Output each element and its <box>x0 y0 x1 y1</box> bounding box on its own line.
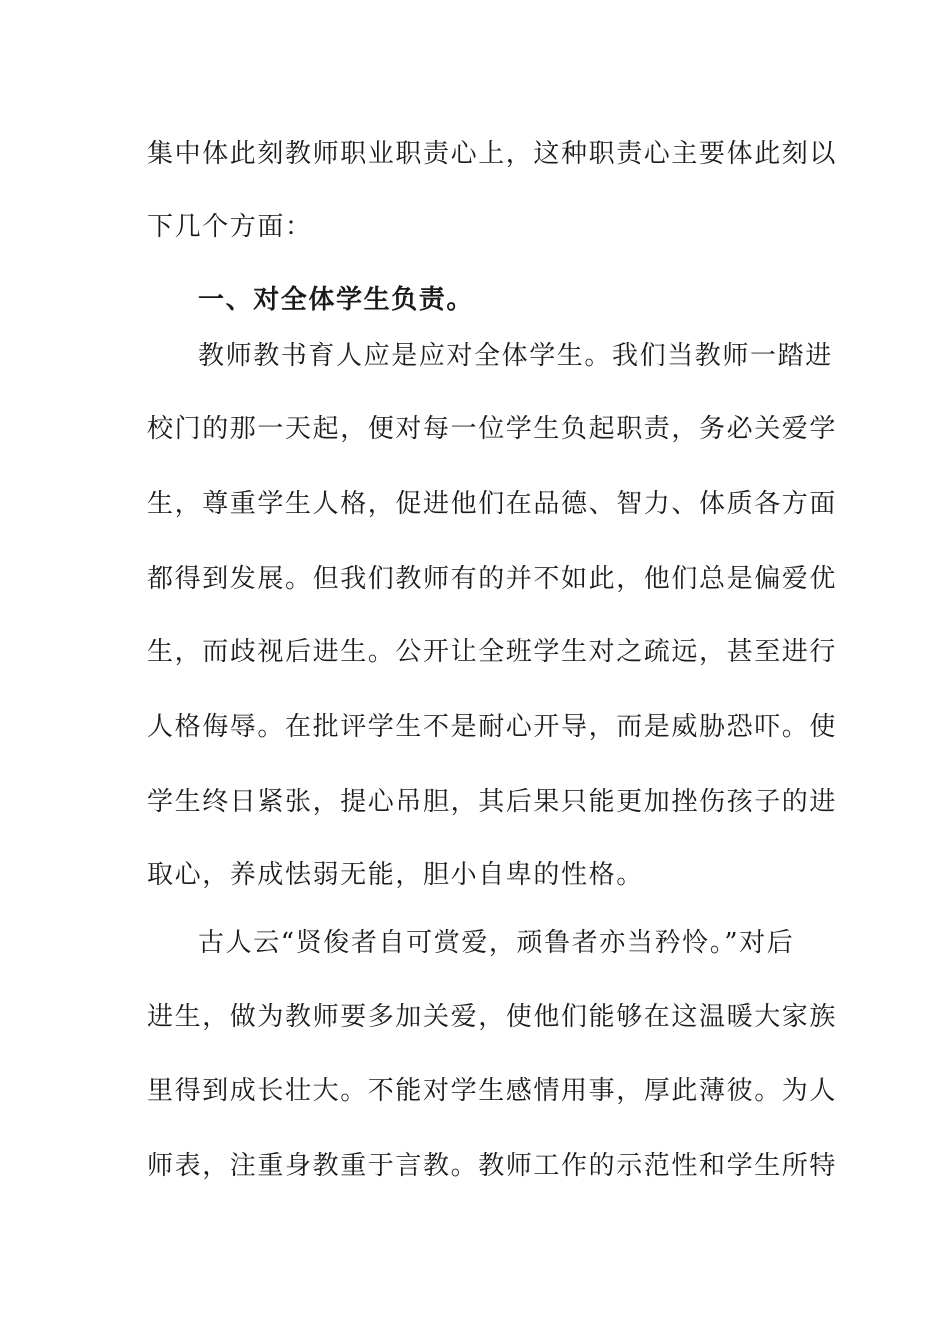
body-text-line: 古人云“贤俊者自可赏爱，顽鲁者亦当矜怜。”对后 <box>198 928 795 958</box>
section-heading: 一、对全体学生负责。 <box>198 285 475 315</box>
body-text-line: 生，尊重学生人格，促进他们在品德、智力、体质各方面 <box>147 489 838 519</box>
body-text-line: 进生，做为教师要多加关爱，使他们能够在这温暖大家族 <box>147 1002 838 1032</box>
body-text-line: 里得到成长壮大。不能对学生感情用事，厚此薄彼。为人 <box>147 1076 838 1106</box>
body-text-line: 集中体此刻教师职业职责心上，这种职责心主要体此刻以 <box>147 139 838 169</box>
body-text-line: 生，而歧视后进生。公开让全班学生对之疏远，甚至进行 <box>147 637 838 667</box>
body-text-line: 都得到发展。但我们教师有的并不如此，他们总是偏爱优 <box>147 564 838 594</box>
body-text-line: 人格侮辱。在批评学生不是耐心开导，而是威胁恐吓。使 <box>147 712 838 742</box>
body-text-line: 学生终日紧张，提心吊胆，其后果只能更加挫伤孩子的进 <box>147 787 838 817</box>
body-text-line: 校门的那一天起，便对每一位学生负起职责，务必关爱学 <box>147 414 838 444</box>
body-text-line: 下几个方面： <box>147 212 313 242</box>
body-text-line: 教师教书育人应是应对全体学生。我们当教师一踏进 <box>198 341 833 371</box>
body-text-line: 师表，注重身教重于言教。教师工作的示范性和学生所特 <box>147 1151 838 1181</box>
body-text-line: 取心，养成怯弱无能，胆小自卑的性格。 <box>147 860 644 890</box>
